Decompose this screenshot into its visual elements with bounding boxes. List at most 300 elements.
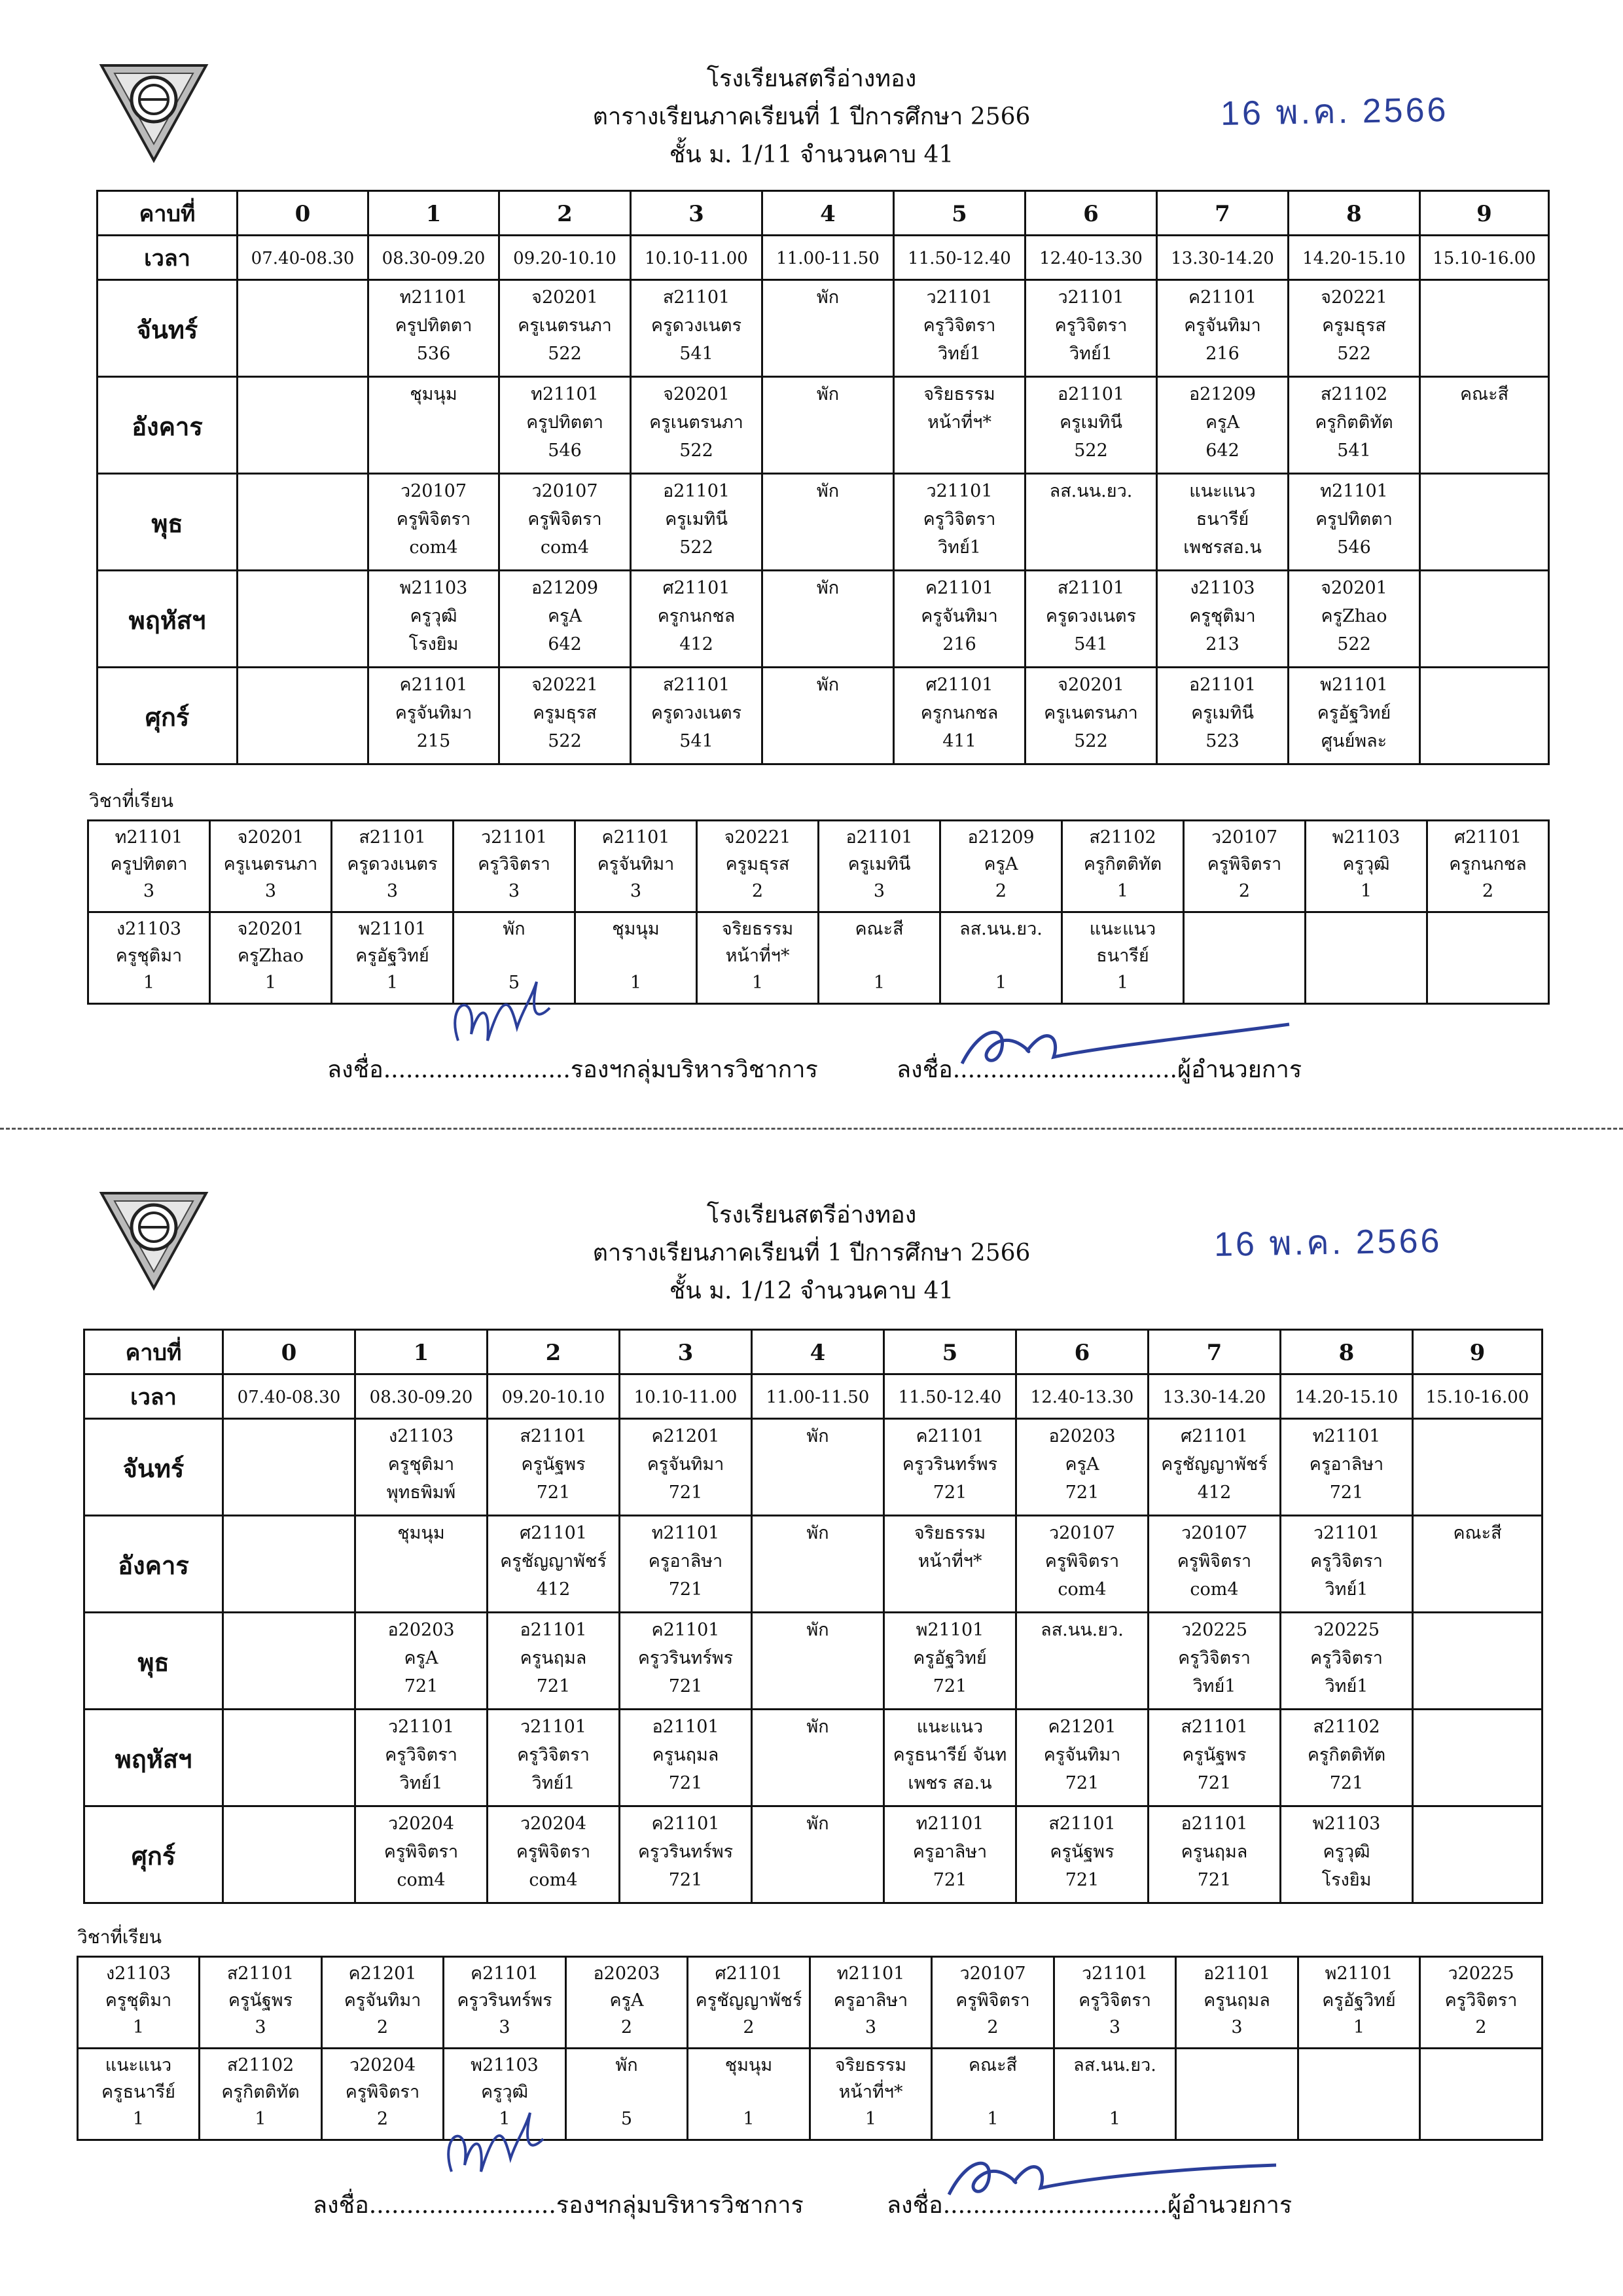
cell-line: ว20107 — [1048, 1523, 1116, 1543]
subject-line: 2 — [620, 2017, 633, 2037]
subject-line: พ21103 — [471, 2055, 539, 2075]
cell-line: ท21101 — [1312, 1426, 1381, 1446]
cell-line: ครูอาลิษา — [912, 1842, 988, 1862]
subject-line: ว20225 — [1448, 1964, 1514, 1984]
cell-line: วิทย์1 — [938, 344, 981, 364]
schedule-cell — [499, 377, 631, 474]
cell-line: ส21101 — [662, 287, 730, 308]
time-slot: 13.30-14.20 — [1149, 1374, 1281, 1419]
time-label: เวลา — [98, 236, 238, 280]
schedule-cell — [223, 1419, 355, 1516]
schedule-cell — [1157, 377, 1289, 474]
cell-line: ครูA — [404, 1648, 438, 1668]
subject-cell — [1062, 912, 1184, 1004]
period-number: 5 — [894, 191, 1026, 236]
cell-line: ครูวรินทร์พร — [902, 1454, 998, 1475]
cell-line: ค21101 — [399, 675, 468, 695]
cell-line: 721 — [933, 1676, 967, 1696]
schedule-cell — [223, 1516, 355, 1613]
schedule-cell — [894, 474, 1026, 571]
cell-line: ท21101 — [1320, 481, 1388, 501]
period-number: 3 — [620, 1330, 752, 1374]
subject-line: 1 — [865, 2109, 877, 2129]
cell-line: ครูวิจิตรา — [923, 315, 996, 336]
cell-line: ท21101 — [531, 384, 599, 404]
subject-line: คณะสี — [855, 919, 904, 939]
cell-line: พัก — [806, 1523, 829, 1543]
subject-cell — [210, 821, 332, 912]
subject-line: ท21101 — [115, 827, 183, 848]
subject-line: ครูกิตติทัต — [221, 2082, 300, 2102]
cell-line: ครูอาลิษา — [648, 1551, 723, 1571]
cell-line: ศ21101 — [519, 1523, 588, 1543]
day-name: ศุกร์ — [84, 1806, 223, 1903]
cell-line: ลส.นน.ยว. — [1049, 481, 1133, 501]
timetable — [83, 1329, 1543, 1904]
cell-line: 721 — [668, 1870, 703, 1890]
schedule-cell — [355, 1419, 488, 1516]
cell-line: ครูเมทินี — [1191, 703, 1254, 723]
schedule-cell — [884, 1710, 1016, 1806]
cell-line: 721 — [536, 1676, 571, 1696]
cell-line: ครูวิจิตรา — [1310, 1648, 1383, 1668]
period-header-label: คาบที่ — [84, 1330, 223, 1374]
subject-line: 5 — [620, 2109, 633, 2129]
cell-line: 216 — [1205, 344, 1240, 364]
cell-line: ค21201 — [651, 1426, 720, 1446]
timetable-body — [84, 1330, 1543, 1903]
cell-line: 546 — [1337, 537, 1371, 558]
subject-cell — [78, 1957, 200, 2049]
schedule-cell — [1420, 280, 1549, 377]
subject-line: ครูกิตติทัต — [1083, 854, 1162, 874]
cell-line: com4 — [540, 537, 590, 558]
cell-line: 721 — [668, 1773, 703, 1793]
schedule-cell — [1149, 1806, 1281, 1903]
period-number: 4 — [752, 1330, 884, 1374]
subject-line — [934, 2079, 1052, 2106]
subject-line: ครูชุติมา — [105, 1990, 172, 2011]
cell-line: ครูจันทิมา — [921, 606, 998, 626]
subject-line — [821, 942, 938, 969]
schedule-cell — [499, 474, 631, 571]
cell-line: ครูนัฐพร — [1050, 1842, 1115, 1862]
cell-line: ครูชัญญาพัชร์ — [500, 1551, 607, 1571]
cell-line: ครูวิจิตรา — [1054, 315, 1128, 336]
schedule-cell — [223, 1806, 355, 1903]
day-row — [98, 474, 1549, 571]
subject-line: ศ21101 — [715, 1964, 783, 1984]
cell-line: 523 — [1205, 731, 1240, 751]
subject-cell — [932, 2049, 1054, 2140]
subject-line: 2 — [1482, 881, 1494, 901]
schedule-cell — [1281, 1710, 1413, 1806]
cell-line: ว21101 — [1058, 287, 1124, 308]
cell-line: ครูมธุรส — [1322, 315, 1386, 336]
cell-line: ชุมนุม — [397, 1523, 445, 1543]
cell-line: แนะแนว — [1189, 481, 1256, 501]
cell-line: ครูพิจิตรา — [1177, 1551, 1252, 1571]
signature-scrawl-left — [438, 962, 569, 1067]
day-row — [84, 1419, 1543, 1516]
signature-scrawl-right — [942, 2142, 1283, 2208]
cell-line: 215 — [416, 731, 451, 751]
schedule-cell — [894, 571, 1026, 668]
schedule-cell — [1289, 474, 1420, 571]
subject-line: 1 — [1116, 973, 1129, 993]
subject-line: 1 — [143, 973, 155, 993]
school-name: โรงเรียนสตรีอ่างทอง — [706, 65, 917, 92]
signature-right: ลงชื่อ..............................ผู้อำนวยการ — [887, 2192, 1293, 2219]
subject-line: ท21101 — [836, 1964, 905, 1984]
schedule-cell — [1016, 1419, 1149, 1516]
cell-line: 642 — [1205, 440, 1240, 461]
school-name: โรงเรียนสตรีอ่างทอง — [706, 1202, 917, 1229]
cell-line: ครูวุฒิ — [1323, 1842, 1370, 1862]
date-stamp: 16 พ.ค. 2566 — [1220, 90, 1449, 134]
cell-line: แนะแนว — [916, 1717, 984, 1737]
subject-line: พ21103 — [1332, 827, 1400, 848]
subject-line: จ20201 — [237, 919, 304, 939]
subject-line: อ21101 — [1203, 1964, 1271, 1984]
time-slot: 08.30-09.20 — [368, 236, 499, 280]
subject-cell — [566, 2049, 688, 2140]
subject-line: 2 — [1475, 2017, 1487, 2037]
cell-line: ครูดวงเนตร — [651, 703, 742, 723]
subject-cell — [200, 2049, 322, 2140]
schedule-cell — [620, 1516, 752, 1613]
schedule-cell — [223, 1613, 355, 1710]
subject-cell — [1298, 2049, 1420, 2140]
subjects-table — [77, 1956, 1543, 2141]
subjects-body — [88, 821, 1549, 1004]
cell-line: พุทธพิมพ์ — [386, 1482, 456, 1503]
cell-line: ครูปทิตตา — [395, 315, 473, 336]
subject-line: จริยธรรม — [834, 2055, 907, 2075]
period-number: 9 — [1420, 191, 1549, 236]
cell-line: พัก — [806, 1620, 829, 1640]
cell-line: 721 — [1329, 1773, 1364, 1793]
cell-line: ส21102 — [1313, 1717, 1380, 1737]
cell-line: 721 — [1065, 1482, 1099, 1503]
schedule-cell — [499, 571, 631, 668]
cell-line: ครูนัฐพร — [1182, 1745, 1247, 1765]
schedule-cell — [499, 668, 631, 764]
subject-line: ครูวิจิตรา — [1444, 1990, 1518, 2011]
schedule-cell — [368, 474, 499, 571]
cell-line: ค21201 — [1048, 1717, 1116, 1737]
subject-cell — [1427, 821, 1549, 912]
day-row — [98, 571, 1549, 668]
subject-line: 1 — [1116, 881, 1129, 901]
subject-cell — [575, 821, 697, 912]
signature-left: ลงชื่อ.........................รองฯกลุ่มบริหารวิชาการ — [313, 2192, 804, 2219]
subject-line: อ21101 — [846, 827, 913, 848]
schedule-cell — [1281, 1419, 1413, 1516]
cell-line: com4 — [1190, 1579, 1239, 1600]
signature-left: ลงชื่อ.........................รองฯกลุ่มบริหารวิชาการ — [327, 1056, 818, 1083]
cell-line: ครูA — [1065, 1454, 1099, 1475]
period-header-label: คาบที่ — [98, 191, 238, 236]
cell-line: 412 — [1197, 1482, 1232, 1503]
subject-line: ค21201 — [348, 1964, 417, 1984]
subject-line: ครูวุฒิ — [1342, 854, 1390, 874]
schedule-cell — [762, 377, 894, 474]
cell-line: ค21101 — [925, 578, 993, 598]
subjects-table — [87, 819, 1550, 1005]
subject-cell — [332, 821, 454, 912]
signature-scrawl-right — [955, 1011, 1296, 1077]
cell-line: คณะสี — [1453, 1523, 1502, 1543]
cell-line: จ20201 — [1058, 675, 1124, 695]
subject-line: 3 — [386, 881, 399, 901]
subject-cell — [810, 2049, 932, 2140]
period-number: 0 — [223, 1330, 355, 1374]
subject-cell — [688, 2049, 810, 2140]
subject-line: 1 — [132, 2017, 145, 2037]
schedule-cell — [1157, 280, 1289, 377]
day-row — [98, 668, 1549, 764]
subject-line: ครูจันทิมา — [597, 854, 675, 874]
schedule-cell — [752, 1806, 884, 1903]
subject-cell — [1062, 821, 1184, 912]
cell-line: ครูจันทิมา — [395, 703, 473, 723]
schedule-cell — [620, 1613, 752, 1710]
cell-line: com4 — [397, 1870, 446, 1890]
cell-line: ว20107 — [1181, 1523, 1248, 1543]
cell-line: ครูมธุรส — [533, 703, 597, 723]
subject-cell — [1054, 2049, 1176, 2140]
subject-cell — [1176, 2049, 1298, 2140]
subject-line: ชุมนุม — [724, 2055, 773, 2075]
subject-line: 3 — [865, 2017, 877, 2037]
period-header-row — [98, 191, 1549, 236]
cell-line: 642 — [548, 634, 582, 655]
schedule-cell — [762, 668, 894, 764]
subject-line: แนะแนว — [105, 2055, 172, 2075]
period-number: 3 — [631, 191, 762, 236]
schedule-sheet-2 — [0, 1131, 1623, 2296]
subject-line: 1 — [1360, 881, 1372, 901]
cell-line: 721 — [1197, 1773, 1232, 1793]
day-name: อังคาร — [84, 1516, 223, 1613]
cell-line: วิทย์1 — [1325, 1579, 1368, 1600]
subject-cell — [88, 912, 210, 1004]
subject-line — [1056, 2079, 1173, 2106]
cell-line: ครูดวงเนตร — [651, 315, 742, 336]
subject-line: 1 — [132, 2109, 145, 2129]
cell-line: พ21103 — [1312, 1814, 1381, 1834]
cell-line: จริยธรรม — [914, 1523, 986, 1543]
subject-line: 1 — [1109, 2109, 1121, 2129]
subjects-label: วิชาที่เรียน — [89, 790, 174, 812]
schedule-cell — [762, 571, 894, 668]
schedule-cell — [238, 377, 368, 474]
cell-line: 541 — [1074, 634, 1108, 655]
subject-line: ครูเนตรนภา — [223, 854, 318, 874]
schedule-cell — [1026, 571, 1157, 668]
cell-line: วิทย์1 — [531, 1773, 575, 1793]
cell-line: จริยธรรม — [923, 384, 995, 404]
cell-line: ศูนย์พละ — [1321, 731, 1387, 751]
day-name: อังคาร — [98, 377, 238, 474]
time-slot: 12.40-13.30 — [1016, 1374, 1149, 1419]
subject-line: ค21101 — [601, 827, 670, 848]
cell-line: ว21101 — [926, 481, 993, 501]
cell-line: 721 — [1197, 1870, 1232, 1890]
schedule-cell — [1413, 1806, 1543, 1903]
subject-line: ลส.นน.ยว. — [1073, 2055, 1156, 2075]
subject-line: 1 — [873, 973, 885, 993]
cell-line: ครูวิจิตรา — [517, 1745, 590, 1765]
subject-line: ว20204 — [349, 2055, 416, 2075]
signature-scrawl-left — [432, 2093, 563, 2198]
subject-line: หน้าที่ฯ* — [838, 2082, 903, 2102]
cell-line: ว20107 — [400, 481, 467, 501]
time-slot: 12.40-13.30 — [1026, 236, 1157, 280]
schedule-cell — [238, 668, 368, 764]
cell-line: จ20201 — [663, 384, 730, 404]
time-slot: 14.20-15.10 — [1281, 1374, 1413, 1419]
schedule-cell — [368, 668, 499, 764]
cell-line: เพชรสอ.น — [1183, 537, 1262, 558]
cell-line: ครูนฤมล — [520, 1648, 587, 1668]
subject-line: 3 — [255, 2017, 266, 2037]
subject-line: 3 — [508, 881, 520, 901]
schedule-cell — [1420, 377, 1549, 474]
subjects-label: วิชาที่เรียน — [77, 1926, 162, 1948]
schedule-cell — [1289, 377, 1420, 474]
schedule-cell — [631, 474, 762, 571]
period-number: 1 — [368, 191, 499, 236]
cell-line: 522 — [1074, 440, 1108, 461]
time-slot: 08.30-09.20 — [355, 1374, 488, 1419]
subject-cell — [566, 1957, 688, 2049]
cell-line: 721 — [1065, 1773, 1099, 1793]
subject-line: จ20201 — [237, 827, 304, 848]
subject-row — [78, 1957, 1543, 2049]
schedule-cell — [884, 1806, 1016, 1903]
subject-line: จริยธรรม — [721, 919, 794, 939]
schedule-cell — [238, 280, 368, 377]
cell-line: 216 — [942, 634, 976, 655]
time-slot: 07.40-08.30 — [223, 1374, 355, 1419]
subject-line: 3 — [630, 881, 642, 901]
subject-cell — [444, 1957, 566, 2049]
subject-cell — [819, 821, 940, 912]
time-slot: 11.50-12.40 — [884, 1374, 1016, 1419]
subject-line: ครูวรินทร์พร — [457, 1990, 552, 2011]
period-number: 8 — [1289, 191, 1420, 236]
time-row — [84, 1374, 1543, 1419]
subject-line: ครูพิจิตรา — [1207, 854, 1282, 874]
cell-line: 546 — [548, 440, 582, 461]
subject-line: ครูวิจิตรา — [1079, 1990, 1151, 2011]
schedule-cell — [1281, 1516, 1413, 1613]
cell-line: ว20204 — [520, 1814, 587, 1834]
cell-line: หน้าที่ฯ* — [918, 1551, 982, 1571]
subject-line: ว20107 — [1211, 827, 1278, 848]
cell-line: วิทย์1 — [1325, 1676, 1368, 1696]
cell-line: ศ21101 — [662, 578, 730, 598]
day-row — [84, 1613, 1543, 1710]
period-number: 6 — [1026, 191, 1157, 236]
subject-line: ส21102 — [1089, 827, 1156, 848]
cell-line: 541 — [679, 731, 713, 751]
subject-line: 2 — [995, 881, 1007, 901]
cell-line: 721 — [933, 1870, 967, 1890]
schedule-cell — [762, 280, 894, 377]
cell-line: ศ21101 — [1180, 1426, 1249, 1446]
cell-line: ครูพิจิตรา — [516, 1842, 591, 1862]
cell-line: ครูธนารีย์ จันท — [893, 1745, 1007, 1765]
cell-line: อ21101 — [652, 1717, 719, 1737]
schedule-cell — [1289, 571, 1420, 668]
cell-line: จ20201 — [531, 287, 598, 308]
schedule-cell — [368, 280, 499, 377]
cell-line: com4 — [1058, 1579, 1107, 1600]
cell-line: พ21101 — [916, 1620, 984, 1640]
time-label: เวลา — [84, 1374, 223, 1419]
cell-line: ส21101 — [520, 1426, 587, 1446]
subject-line: ส21101 — [226, 1964, 294, 1984]
subject-line — [942, 942, 1060, 969]
cell-line: ว21101 — [926, 287, 993, 308]
cell-line: พัก — [816, 384, 840, 404]
cell-line: พัก — [816, 287, 840, 308]
subject-cell — [332, 912, 454, 1004]
subject-line: ครูปทิตตา — [110, 854, 188, 874]
cell-line: 522 — [548, 731, 582, 751]
cell-line: 721 — [668, 1676, 703, 1696]
schedule-cell — [620, 1806, 752, 1903]
subject-line: ชุมนุม — [612, 919, 660, 939]
subject-line: 2 — [751, 881, 764, 901]
subject-line: ง21103 — [105, 1964, 171, 1984]
schedule-cell — [1149, 1613, 1281, 1710]
period-number: 7 — [1149, 1330, 1281, 1374]
cell-line: ครูอาลิษา — [1309, 1454, 1384, 1475]
date-stamp: 16 พ.ค. 2566 — [1213, 1221, 1442, 1265]
subject-cell — [454, 821, 575, 912]
cell-line: 522 — [679, 440, 713, 461]
schedule-cell — [355, 1613, 488, 1710]
subject-cell — [78, 2049, 200, 2140]
cell-line: ครูวุฒิ — [410, 606, 457, 626]
cell-line: วิทย์1 — [399, 1773, 443, 1793]
subject-line: ครูชัญญาพัชร์ — [695, 1990, 802, 2011]
schedule-cell — [1413, 1710, 1543, 1806]
subject-cell — [819, 912, 940, 1004]
cell-line: ค21101 — [1188, 287, 1257, 308]
time-slot: 09.20-10.10 — [488, 1374, 620, 1419]
subject-line: 1 — [264, 973, 277, 993]
cell-line: วิทย์1 — [1069, 344, 1113, 364]
cell-line: อ20203 — [1048, 1426, 1116, 1446]
cell-line: ท21101 — [651, 1523, 720, 1543]
day-name: พฤหัสฯ — [98, 571, 238, 668]
cell-line: ครูวรินทร์พร — [637, 1842, 734, 1862]
cell-line: ครูปทิตตา — [1315, 509, 1393, 529]
time-slot: 09.20-10.10 — [499, 236, 631, 280]
schedule-cell — [631, 377, 762, 474]
schedule-cell — [1420, 474, 1549, 571]
subject-line: 1 — [630, 973, 642, 993]
schedule-cell — [1281, 1613, 1413, 1710]
subject-line: ครูวุฒิ — [480, 2082, 529, 2102]
schedule-cell — [1157, 474, 1289, 571]
subject-line: ครูวิจิตรา — [478, 854, 550, 874]
